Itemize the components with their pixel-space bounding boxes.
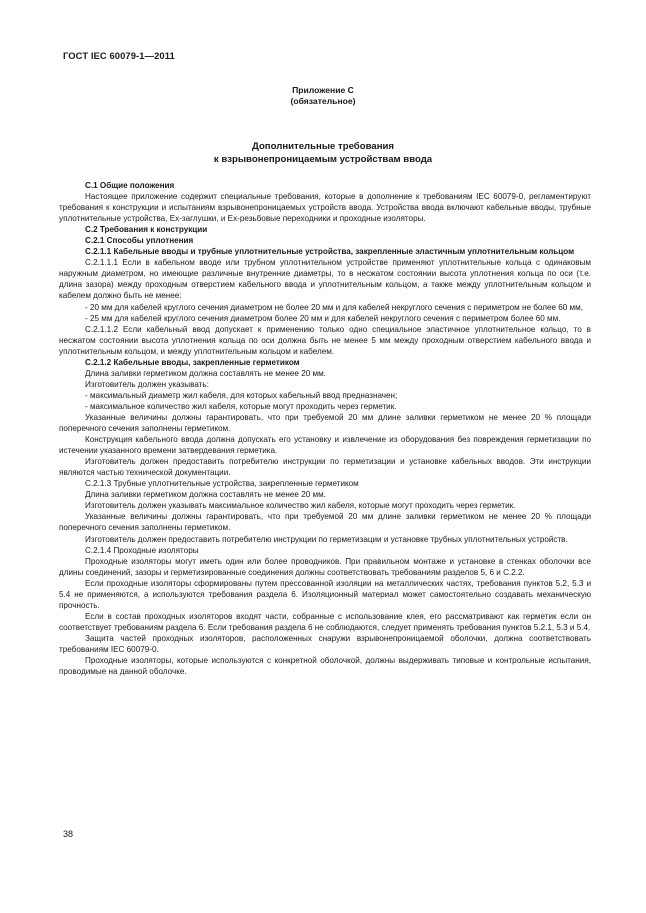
paragraph-c212-3: Указанные величины должны гарантировать, что при требуемой 20 мм длине заливки герметиком не менее 20 % площади поперечного сечения заполнены герметиком. [59, 412, 591, 434]
paragraph-c214-5: Защита частей проходных изоляторов, расположенных снаружи взрывонепроницаемой оболочки, должна соответствовать требованиям IEC 60079-0. [59, 633, 591, 654]
paragraph-c213-5: Изготовитель должен предоставить потребителю инструкции по герметизации и установке трубных уплотнительных устройств. [85, 534, 568, 544]
paragraph-c2112: С.2.1.1.2 Если кабельный ввод допускает к применению только одно специальное эластичное уплотнительное кольцо, то в несжатом состоянии высота уплотнения кольца по оси должна быть не менее 5 мм между проходным отверстием кабельного ввода и уплотнительным кольцом, и между уплотнительным кольцом и кабелем. [59, 324, 591, 356]
paragraph-c213-2: Длина заливки герметиком должна составлять не менее 20 мм. [85, 490, 326, 500]
annex-title-line2: к взрывонепроницаемым устройствам ввода [213, 154, 433, 165]
list-item-c2111-2: - 25 мм для кабелей круглого сечения диаметром более 20 мм и для кабелей некруглого сечения с периметром более 60 мм. [85, 313, 561, 323]
page-number: 38 [63, 829, 74, 839]
annex-body [59, 180, 591, 677]
paragraph-c212-1: Длина заливки герметиком должна составлять не менее 20 мм. [85, 368, 326, 378]
section-heading-c21: С.2.1 Способы уплотнения [85, 236, 194, 246]
annex-block [63, 85, 583, 107]
section-heading-c211: С.2.1.1 Кабельные вводы и трубные уплотнительные устройства, закрепленные эластичным уплотнительным кольцом [85, 247, 575, 257]
paragraph-c212-4: Конструкция кабельного ввода должна допускать его установку и извлечение из оборудования без повреждения герметизации по истечении указанного времени затвердевания герметика. [59, 435, 591, 456]
section-heading-c212: С.2.1.2 Кабельные вводы, закрепленные герметиком [85, 357, 300, 367]
paragraph-c212-2: Изготовитель должен указывать: [85, 379, 209, 389]
list-item-c212-2: - максимальное количество жил кабеля, которые могут проходить через герметик. [85, 401, 397, 411]
paragraph-c214-4: Если в состав проходных изоляторов входят части, собранные с использование клея, его рассматривают как герметик если он соответствует требованиям раздела 6. Если требования раздела 6 не соблюдаются, следует применять требования пунктов 5.2.1, 5.3 и 5.4. [59, 611, 591, 632]
list-item-c212-1: - максимальный диаметр жил кабеля, для которых кабельный ввод предназначен; [85, 390, 398, 400]
paragraph-c214-3: Если проходные изоляторы сформированы путем прессованной изоляции на металлических частях, требования пунктов 5.2, 5.3 и 5.4 не применяются, а используются требования раздела 6. Изоляционный материал может самостоятельно создавать механическую прочность. [59, 578, 591, 610]
paragraph-c213-4: Указанные величины должны гарантировать, что при требуемой 20 мм длине заливки герметиком не менее 20 % площади поперечного сечения заполнены герметиком. [59, 512, 591, 533]
paragraph-c212-5: Изготовитель должен предоставить потребителю инструкции по герметизации и установке кабельных вводов. Эти инструкции являются частью технической документации. [59, 457, 591, 478]
section-heading-c1: С.1 Общие положения [85, 181, 175, 190]
paragraph-c214-1: С.2.1.4 Проходные изоляторы [85, 545, 199, 555]
paragraph-c214-6: Проходные изоляторы, которые используются с конкретной оболочкой, должны выдерживать типовые и контрольные испытания, проводимые на данной оболочке. [59, 656, 591, 677]
section-heading-c2: С.2 Требования к конструкции [85, 225, 208, 235]
paragraph-c2111: С.2.1.1.1 Если в кабельном вводе или трубном уплотнительном устройстве применяют уплотнительные кольца с одинаковым наружным диаметром, но имеющие различные внутренние диаметры, то в несжатом состоянии высота уплотнения кольца по оси (т.е. длина зазора) между проходным отверстием кабельного ввода и уплотнительным кольцом, а также между уплотнительным кольцом и кабелем должно быть не менее: [59, 258, 591, 301]
annex-status: (обязательное) [290, 96, 356, 106]
annex-title [63, 140, 583, 166]
list-item-c2111-1: - 20 мм для кабелей круглого сечения диаметром не более 20 мм и для кабелей некруглого сечения с периметром не более 60 мм, [85, 302, 583, 312]
paragraph-c214-2: Проходные изоляторы могут иметь один или более проводников. При правильном монтаже и установке в стенках оболочки все длины соединений, зазоры и герметизированные соединения должны соответствовать требованиям разделов 5, 6 и С.2.2. [59, 556, 591, 577]
page-header-standard: ГОСТ IEC 60079-1—2011 [63, 50, 175, 61]
annex-title-line1: Дополнительные требования [252, 141, 394, 152]
annex-name: Приложение С [292, 85, 354, 95]
paragraph-c1-1: Настоящее приложение содержит специальные требования, которые в дополнение к требованиям IEC 60079-0, регламентируют требования к конструкции и испытаниям взрывонепроницаемых устройств ввода. Устройства ввода включают кабельные вводы, трубные уплотнительные устройства, Ех-заглушки, и Ех-резьбовые переходники и проходные изоляторы. [59, 192, 591, 224]
paragraph-c213-1: С.2.1.3 Трубные уплотнительные устройства, закрепленные герметиком [85, 479, 359, 489]
paragraph-c213-3: Изготовитель должен указывать максимальное количество жил кабеля, которые могут проходить через герметик. [85, 501, 516, 511]
